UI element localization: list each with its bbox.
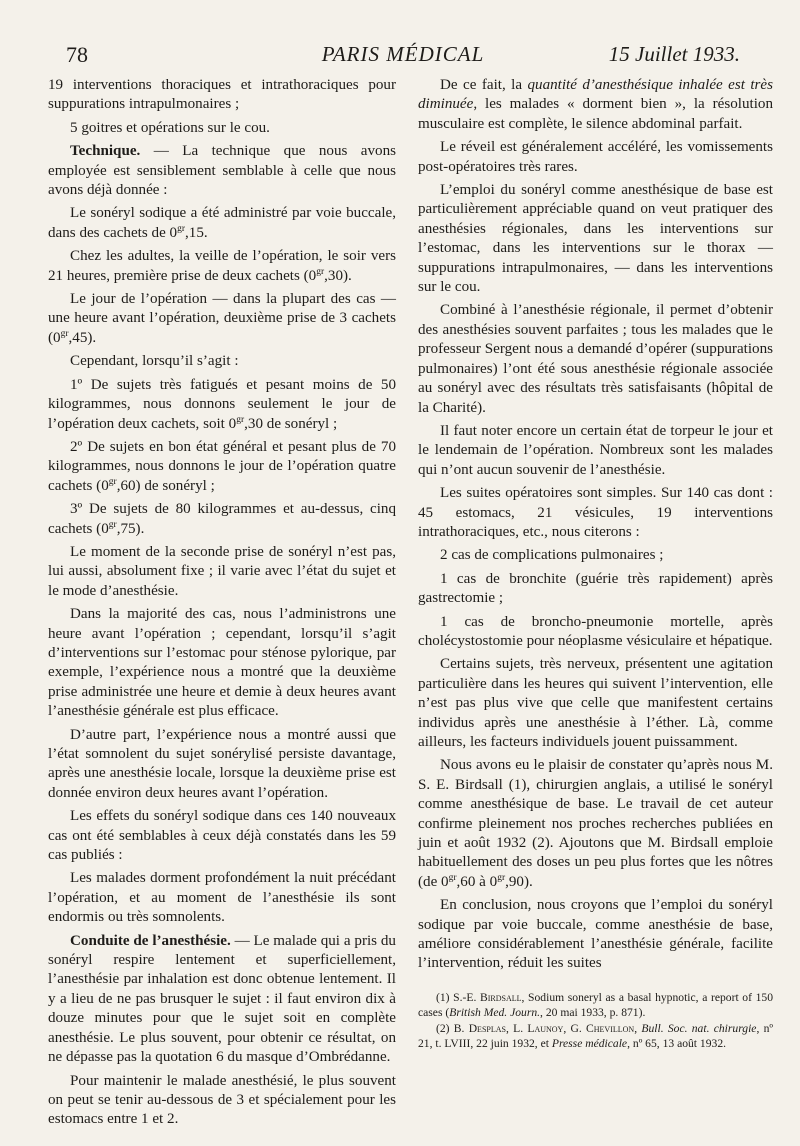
- paragraph: D’autre part, l’expérience nous a montré aussi que l’état somnolent du sujet sonérylisé persiste davantage, après une anesthésie locale, lorsque la deuxième prise est donnée environ deux heures avant l’opération.: [48, 726, 396, 801]
- paragraph: Dans la majorité des cas, nous l’administrons une heure avant l’opération ; cependant, lorsqu’il s’agit d’interventions sur l’estomac pour sténose pylorique, par exemple, l’expérience nous a montré que la deuxième prise administrée une heure et demie à deux heures avant l’anesthésie générale est plus efficace.: [48, 606, 396, 720]
- paragraph: 1 cas de broncho-pneumonie mortelle, après cholécystostomie pour néoplasme vésiculaire et hépatique.: [418, 613, 773, 649]
- paragraph: 5 goitres et opérations sur le cou.: [70, 119, 270, 136]
- paragraph: Technique. — La technique que nous avons employée est sensiblement semblable à celle que nous avons déjà donnée :: [48, 143, 396, 199]
- paragraph: Le sonéryl sodique a été administré par voie buccale, dans des cachets de $0^{gr},15$.: [48, 205, 396, 241]
- paragraph: Le réveil est généralement accéléré, les vomissements post-opératoires très rares.: [418, 139, 773, 175]
- paragraph: 3º De sujets de 80 kilogrammes et au-dessus, cinq cachets $(0^{gr},75)$.: [48, 501, 396, 537]
- paragraph: 19 interventions thoraciques et intrathoraciques pour suppurations intrapulmonaires ;: [48, 77, 396, 113]
- paragraph: En conclusion, nous croyons que l’emploi du sonéryl sodique par voie buccale, comme anesthésie de base, améliore considérablement l’anesthésie générale, facilite l’intervention, réduit les suites: [418, 897, 773, 972]
- paragraph: Chez les adultes, la veille de l’opération, le soir vers 21 heures, première prise de deux cachets $(0^{gr},30)$.: [48, 248, 396, 284]
- paragraph: Les suites opératoires sont simples. Sur 140 cas dont : 45 estomacs, 21 vésicules, 19 interventions intrathoraciques, etc., nous citerons :: [418, 485, 773, 540]
- running-header: [66, 40, 740, 72]
- paragraph: Pour maintenir le malade anesthésié, le plus souvent on peut se tenir au-dessous de 3 et spécialement pour les estomacs entre 1 et 2.: [48, 1072, 396, 1128]
- paragraph: L’emploi du sonéryl comme anesthésique de base est particulièrement appréciable quand on veut pratiquer des anesthésies régionales, dans les interventions sur l’estomac, dans les interventions sur le thorax — suppurations intrapulmonaires, — dans les interventions sur le cou.: [418, 182, 773, 296]
- emphasis: quantité d’anesthésique inhalée est très diminuée: [418, 77, 773, 113]
- section-heading-conduite: Conduite de l’anesthésie.: [70, 932, 231, 949]
- paragraph: 2º De sujets en bon état général et pesant plus de 70 kilogrammes, nous donnons le jour de l’opération quatre cachets $(0^{gr},60)$ de sonéryl ;: [48, 438, 396, 494]
- paragraph: Les malades dorment profondément la nuit précédant l’opération, et au moment de l’anesthésie ils sont endormis ou très somnolents.: [48, 870, 396, 926]
- paragraph: Combiné à l’anesthésie régionale, il permet d’obtenir des anesthésies souvent parfaites ; tous les malades que le professeur Sergent nous a demandé d’opérer (suppurations pulmonaires) l’ont été sous anesthésie régionale associée au sonéryl avec des résultats très satisfaisants (hôpital de la Charité).: [418, 302, 773, 416]
- page-number: 78: [66, 42, 88, 67]
- paragraph: De ce fait, la quantité d’anesthésique inhalée est très diminuée, les malades « dorment bien », la résolution musculaire est complète, le silence abdominal parfait.: [418, 77, 773, 132]
- paragraph: Il faut noter encore un certain état de torpeur le jour et le lendemain de l’opération. Nombreux sont les malades qui n’ont aucun souvenir de l’anesthésie.: [418, 422, 773, 478]
- paragraph: Les effets du sonéryl sodique dans ces 140 nouveaux cas ont été semblables à ceux déjà constatés dans les 59 cas publiés :: [48, 808, 396, 864]
- paragraph: Le jour de l’opération — dans la plupart des cas — une heure avant l’opération, deuxième prise de 3 cachets $(0^{gr},45)$.: [48, 291, 396, 346]
- paragraph: Le moment de la seconde prise de sonéryl n’est pas, lui aussi, absolument fixe ; il varie avec l’état du sujet et le mode d’anesthésie.: [48, 543, 396, 599]
- paragraph: Certains sujets, très nerveux, présentent une agitation particulière dans les heures qui suivent l’intervention, elle n’est pas plus vive que celle que manifestent certains individus après une anesthésie à l’éther. Là, comme ailleurs, les facteurs individuels jouent puissamment.: [418, 656, 773, 750]
- footnote-2: (2) B. Desplas, L. Launoy, G. Chevillon, Bull. Soc. nat. chirurgie, nº 21, t. LVIII, 22 juin 1932, et Presse médicale, nº 65, 13 août 1932.: [418, 1022, 774, 1050]
- footnote-1: (1) S.-E. Birdsall, Sodium soneryl as a basal hypnotic, a report of 150 cases (British Med. Journ., 20 mai 1933, p. 871).: [418, 991, 773, 1019]
- paragraph: 1º De sujets très fatigués et pesant moins de 50 kilogrammes, nous donnons seulement le jour de l’opération deux cachets, soit $0^{gr},30$ de sonéryl ;: [48, 376, 396, 432]
- right-column: [418, 76, 773, 978]
- paragraph: Conduite de l’anesthésie. — Le malade qui a pris du sonéryl respire lentement et superficiellement, l’anesthésie par inhalation est donc obtenue lentement. Il y a lieu de ne pas brusquer le sujet : il faut environ dix à douze minutes pour que le sujet soit en complète anesthésie. Le plus souvent, pour obtenir ce résultat, on ne dépasse pas la quotation 6 du masque d’Ombrédanne.: [48, 932, 396, 1066]
- left-column: [48, 76, 396, 1134]
- footnotes: [418, 990, 773, 1052]
- paragraph: 2 cas de complications pulmonaires ;: [440, 547, 664, 564]
- issue-date: 15 Juillet 1933.: [608, 42, 740, 66]
- running-title: PARIS MÉDICAL: [321, 42, 485, 66]
- section-heading-technique: Technique.: [70, 143, 141, 160]
- paragraph: Cependant, lorsqu’il s’agit :: [70, 353, 239, 370]
- paragraph: Nous avons eu le plaisir de constater qu’après nous M. S. E. Birdsall (1), chirurgien anglais, a utilisé le sonéryl comme anesthésique de base. Le travail de cet auteur confirme pleinement nos proches recherches publiées en juin et août 1932 (2). Ajoutons que M. Birdsall emploie habituellement des doses un peu plus fortes que les nôtres (de $0^{gr},60$ à $0^{gr},90$).: [418, 757, 773, 890]
- paragraph: 1 cas de bronchite (guérie très rapidement) après gastrectomie ;: [418, 570, 773, 607]
